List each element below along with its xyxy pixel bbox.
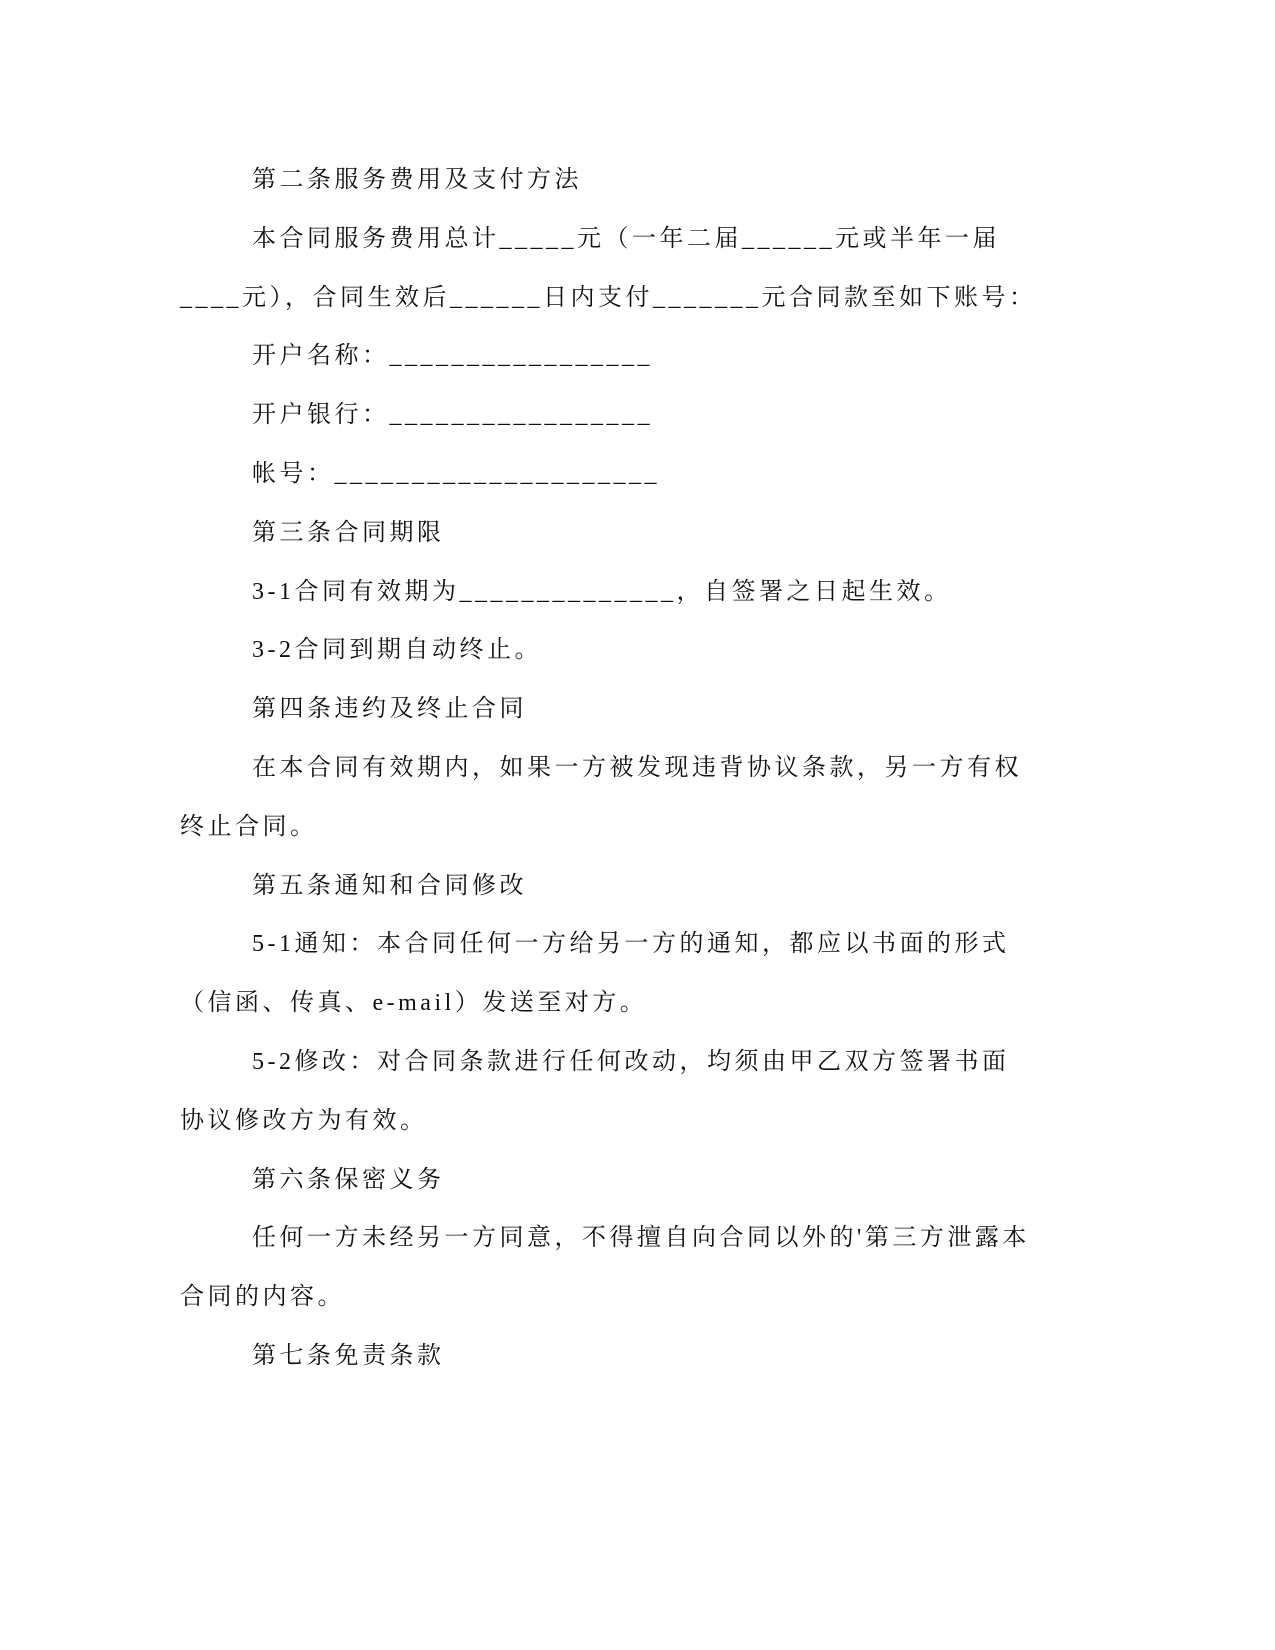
document-line: 开户银行：_________________ xyxy=(252,402,653,429)
document-line: 第二条服务费用及支付方法 xyxy=(252,167,582,193)
document-line: ____元），合同生效后______日内支付_______元合同款至如下账号： xyxy=(180,284,1037,311)
document-line: 开户名称：_________________ xyxy=(252,343,653,370)
document-line: 帐号：_____________________ xyxy=(252,460,660,487)
document-line: 3-1合同有效期为______________，自签署之日起生效。 xyxy=(252,578,952,605)
document-line: 第六条保密义务 xyxy=(252,1166,445,1193)
document-line: 第七条免责条款 xyxy=(252,1342,445,1369)
document-line: 第三条合同期限 xyxy=(252,519,445,546)
document-line: 终止合同。 xyxy=(180,813,318,840)
document-line: （信函、传真、e-mail）发送至对方。 xyxy=(180,990,648,1017)
document-line: 第四条违约及终止合同 xyxy=(252,696,527,723)
document-line: 5-1通知：本合同任何一方给另一方的通知，都应以书面的形式 xyxy=(252,931,1010,958)
document-line: 任何一方未经另一方同意，不得擅自向合同以外的'第三方泄露本 xyxy=(252,1225,1030,1252)
document-page xyxy=(180,151,1040,1386)
document-line: 本合同服务费用总计_____元（一年二届______元或半年一届 xyxy=(252,225,1000,252)
document-line: 3-2合同到期自动终止。 xyxy=(252,637,542,664)
document-line: 合同的内容。 xyxy=(180,1284,345,1311)
document-line: 在本合同有效期内，如果一方被发现违背协议条款，另一方有权 xyxy=(252,754,1022,781)
document-line: 第五条通知和合同修改 xyxy=(252,872,527,899)
document-line: 协议修改方为有效。 xyxy=(180,1107,428,1134)
document-line: 5-2修改：对合同条款进行任何改动，均须由甲乙双方签署书面 xyxy=(252,1048,1010,1075)
